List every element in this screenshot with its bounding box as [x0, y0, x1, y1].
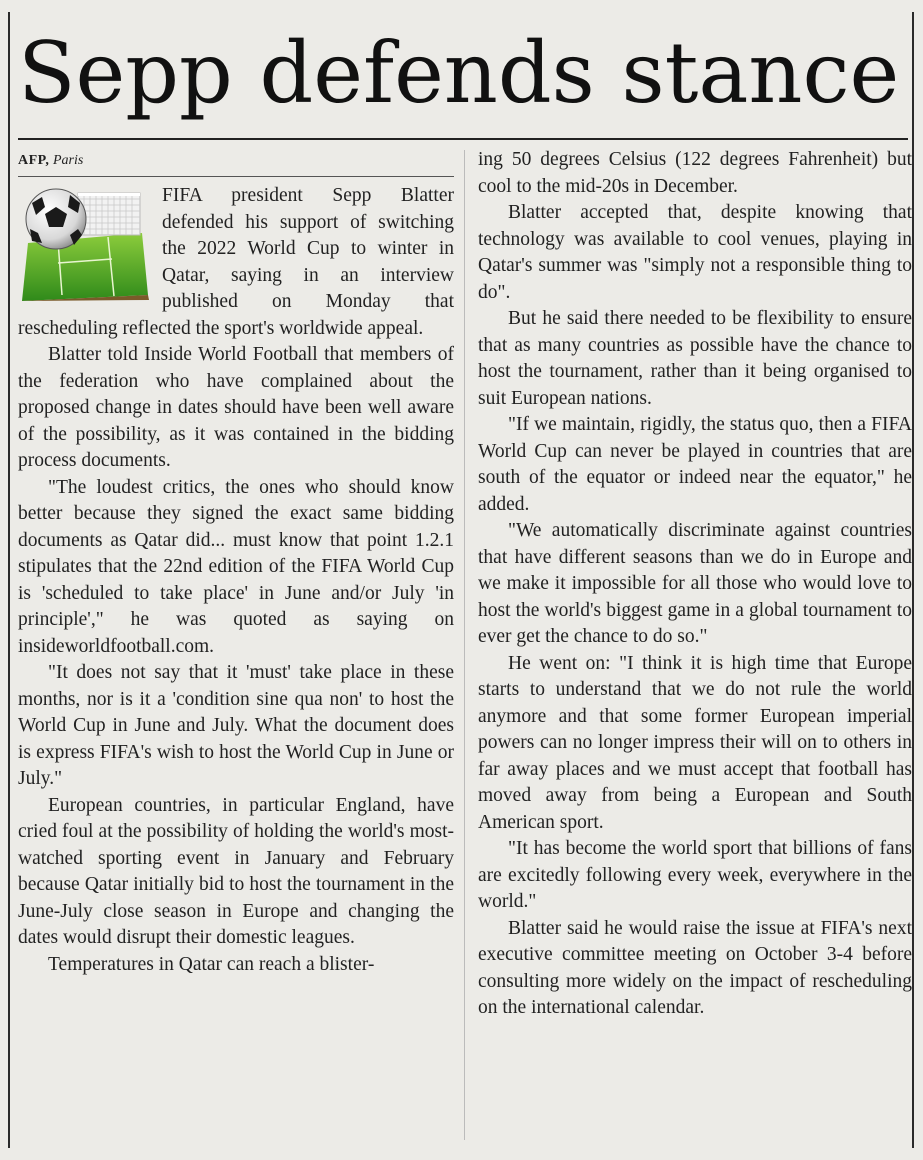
paragraph: "The loudest critics, the ones who should know better because they signed the exact same bidding documents as Qatar did... must know that point 1.2.1 stipulates that the 22nd edition of the FIFA World Cup is 'scheduled to take place' in June and/or July 'in principle'," he was quoted as saying on insideworldfootball.com.	[18, 476, 454, 657]
paragraph: Temperatures in Qatar can reach a blister-	[48, 953, 375, 975]
paragraph: "We automatically discriminate against countries that have different seasons than we do in Europe and we make it impossible for all those who would love to host the world's biggest game in a global tournament to ever get the chance to do so."	[478, 520, 912, 647]
paragraph: "If we maintain, rigidly, the status quo, then a FIFA World Cup can never be played in countries that are south of the equator or indeed near the equator," he added.	[478, 414, 912, 515]
headline-rule	[18, 138, 908, 140]
soccer-ball-on-pitch-icon	[18, 183, 152, 301]
paragraph: FIFA president Sepp Blatter defended his support of switching the 2022 World Cup to winter in Qatar, saying in an interview published on Monday that rescheduling reflected the sport's worldwide appeal.	[18, 185, 454, 339]
paragraph: He went on: "I think it is high time that Europe starts to understand that we do not rule the world anymore and that some former European imperial powers can no longer impress their will on to others in far away places and we must accept that football has moved away from being a European and South American sport.	[478, 652, 912, 833]
paragraph: Blatter accepted that, despite knowing that technology was available to cool venues, playing in Qatar's summer was "simply not a responsible thing to do".	[478, 202, 912, 303]
byline	[18, 148, 454, 177]
paragraph: "It has become the world sport that billions of fans are excitedly following every week, everywhere in the world."	[478, 838, 912, 912]
paragraph: "It does not say that it 'must' take place in these months, nor is it a 'condition sine qua non' to host the World Cup in June and July. What the document does is express FIFA's wish to host the World Cup in June or July."	[18, 662, 454, 789]
headline: Sepp defends stance	[18, 24, 900, 122]
byline-source: AFP,	[18, 153, 50, 168]
column-right	[478, 147, 912, 1022]
column-left	[18, 148, 454, 978]
paragraph: But he said there needed to be flexibility to ensure that as many countries as possible have the chance to host the tournament, rather than it being organised to suit European nations.	[478, 308, 912, 409]
paragraph: Blatter said he would raise the issue at FIFA's next executive committee meeting on October 3-4 before consulting more widely on the impact of rescheduling on the international calendar.	[478, 917, 912, 1018]
byline-location: Paris	[52, 153, 84, 168]
column-divider	[464, 150, 465, 1140]
paragraph: Blatter told Inside World Football that members of the federation who have complained about the proposed change in dates should have been well aware of the possibility, as it was contained in the bidding process documents.	[18, 344, 454, 471]
paragraph: ing 50 degrees Celsius (122 degrees Fahrenheit) but cool to the mid-20s in December.	[478, 149, 912, 197]
paragraph: European countries, in particular England, have cried foul at the possibility of holding the world's most-watched sporting event in January and February because Qatar initially bid to host the tournament in the June-July close season in Europe and changing the dates would disrupt their domestic leagues.	[18, 794, 454, 948]
